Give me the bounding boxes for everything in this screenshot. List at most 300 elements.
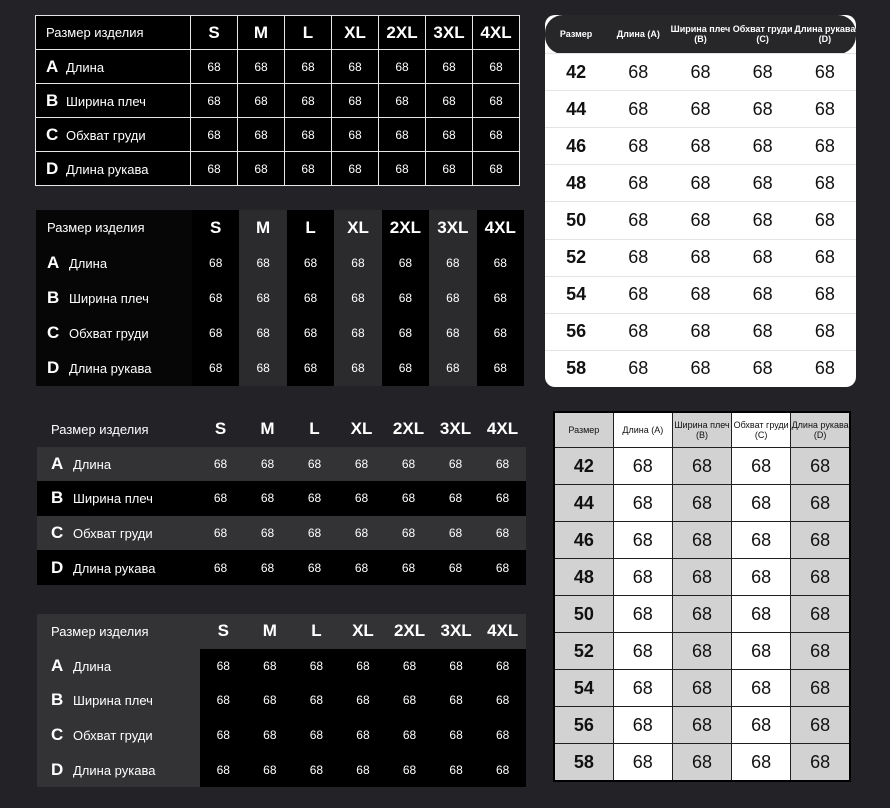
value-cell: 68	[473, 152, 520, 186]
size-row	[545, 165, 856, 202]
size-cell: 44	[545, 91, 607, 128]
size-row	[554, 707, 850, 744]
value-cell: 68	[244, 550, 291, 585]
value-cell: 68	[379, 152, 426, 186]
measure-row	[37, 447, 526, 482]
value-cell: 68	[238, 50, 285, 84]
size-header-3xl: 3XL	[439, 419, 472, 439]
value-cell: 68	[332, 84, 379, 118]
size-cell: 48	[545, 165, 607, 202]
t3-body	[37, 412, 526, 585]
size-cell: 56	[545, 313, 607, 350]
value-cell: 68	[287, 280, 334, 315]
value-cell: 68	[382, 280, 429, 315]
value-cell: 68	[429, 316, 476, 351]
value-cell: 68	[338, 481, 385, 516]
value-cell: 68	[379, 50, 426, 84]
value-cell: 68	[433, 718, 480, 753]
value-cell: 68	[479, 516, 526, 551]
value-cell: 68	[607, 202, 669, 239]
value-cell: 68	[794, 276, 856, 313]
measure-label: Длина	[73, 456, 112, 472]
measure-row	[37, 752, 526, 787]
value-cell: 68	[669, 239, 731, 276]
value-cell: 68	[732, 276, 794, 313]
value-cell: 68	[791, 448, 850, 485]
value-cell: 68	[479, 481, 526, 516]
value-cell: 68	[291, 516, 338, 551]
measure-label-cell	[36, 280, 192, 315]
measure-label-cell	[36, 118, 191, 152]
measure-letter: D	[47, 358, 60, 378]
size-header-xl: XL	[334, 210, 381, 245]
measure-label: Обхват груди	[73, 526, 153, 542]
measure-letter: C	[51, 523, 64, 543]
measure-label: Длина рукава	[73, 762, 156, 778]
value-cell: 68	[732, 522, 791, 559]
value-cell: 68	[607, 239, 669, 276]
size-header-s: S	[191, 16, 238, 50]
value-cell: 68	[669, 350, 731, 387]
measure-label: Длина	[66, 59, 105, 75]
value-cell: 68	[429, 280, 476, 315]
size-header-m: M	[238, 16, 285, 50]
value-cell: 68	[426, 84, 473, 118]
measure-letter: C	[51, 725, 64, 745]
value-cell: 68	[479, 447, 526, 482]
value-cell: 68	[293, 683, 340, 718]
size-cell: 50	[554, 596, 613, 633]
value-cell: 68	[607, 276, 669, 313]
value-cell: 68	[338, 516, 385, 551]
size-header-m: M	[247, 614, 294, 649]
value-cell: 68	[607, 165, 669, 202]
measure-label-cell	[37, 718, 200, 753]
size-header-l: L	[287, 210, 334, 245]
value-cell: 68	[429, 245, 476, 280]
value-cell: 68	[732, 707, 791, 744]
value-cell: 68	[672, 707, 731, 744]
value-cell: 68	[385, 447, 432, 482]
value-cell: 68	[385, 550, 432, 585]
value-cell: 68	[200, 718, 247, 753]
size-header-2xl: 2XL	[392, 419, 425, 439]
value-cell: 68	[244, 481, 291, 516]
value-cell: 68	[197, 550, 244, 585]
value-cell: 68	[613, 559, 672, 596]
value-cell: 68	[794, 350, 856, 387]
column-header: Ширина плеч (B)	[672, 412, 731, 448]
value-cell: 68	[669, 202, 731, 239]
column-header: Длина (А)	[607, 15, 669, 54]
measure-label: Обхват груди	[66, 127, 146, 143]
t1-body	[36, 16, 520, 186]
value-cell: 68	[238, 118, 285, 152]
value-cell: 68	[433, 752, 480, 787]
size-header-s: S	[192, 210, 239, 245]
value-cell: 68	[477, 351, 524, 386]
size-table-grid-style	[35, 15, 520, 186]
value-cell: 68	[386, 649, 433, 684]
size-row	[554, 596, 850, 633]
value-cell: 68	[247, 683, 294, 718]
value-cell: 68	[285, 118, 332, 152]
header-label: Размер изделия	[36, 16, 191, 50]
size-table-row-stripe-style	[37, 412, 526, 585]
measure-label-cell	[36, 84, 191, 118]
value-cell: 68	[238, 152, 285, 186]
value-cell: 68	[732, 744, 791, 782]
size-header-4xl: 4XL	[477, 210, 524, 245]
value-cell: 68	[334, 316, 381, 351]
value-cell: 68	[791, 596, 850, 633]
measure-letter: B	[51, 488, 64, 508]
measure-label-cell	[36, 245, 192, 280]
value-cell: 68	[732, 596, 791, 633]
measure-row	[36, 50, 520, 84]
value-cell: 68	[732, 91, 794, 128]
measure-row	[37, 649, 526, 684]
measure-label: Длина	[73, 658, 112, 674]
value-cell: 68	[479, 649, 526, 684]
value-cell: 68	[334, 245, 381, 280]
value-cell: 68	[732, 165, 794, 202]
value-cell: 68	[732, 202, 794, 239]
value-cell: 68	[191, 118, 238, 152]
measure-row	[36, 152, 520, 186]
header-row	[545, 15, 856, 54]
value-cell: 68	[473, 84, 520, 118]
value-cell: 68	[613, 670, 672, 707]
value-cell: 68	[386, 718, 433, 753]
size-row	[545, 91, 856, 128]
value-cell: 68	[385, 516, 432, 551]
value-cell: 68	[477, 316, 524, 351]
value-cell: 68	[239, 245, 286, 280]
value-cell: 68	[669, 54, 731, 91]
size-row	[554, 670, 850, 707]
value-cell: 68	[386, 683, 433, 718]
value-cell: 68	[379, 118, 426, 152]
value-cell: 68	[285, 152, 332, 186]
value-cell: 68	[479, 718, 526, 753]
size-header-l: L	[285, 16, 332, 50]
measure-label-cell	[36, 50, 191, 84]
size-header-s: S	[214, 419, 227, 439]
value-cell: 68	[432, 447, 479, 482]
measure-row	[37, 481, 526, 516]
measure-letter: D	[51, 759, 64, 779]
value-cell: 68	[287, 316, 334, 351]
size-header-4xl: 4XL	[473, 16, 520, 50]
size-header-s: S	[200, 614, 247, 649]
value-cell: 68	[379, 84, 426, 118]
value-cell: 68	[607, 91, 669, 128]
size-header-4xl: 4XL	[486, 419, 519, 439]
size-header-3xl: 3XL	[429, 210, 476, 245]
t2-body	[36, 210, 524, 386]
value-cell: 68	[285, 50, 332, 84]
numeric-size-table-card-style	[545, 15, 856, 387]
value-cell: 68	[672, 744, 731, 782]
value-cell: 68	[382, 351, 429, 386]
measure-letter: C	[47, 323, 60, 343]
value-cell: 68	[432, 550, 479, 585]
value-cell: 68	[340, 752, 387, 787]
value-cell: 68	[244, 516, 291, 551]
value-cell: 68	[433, 683, 480, 718]
size-cell: 58	[545, 350, 607, 387]
value-cell: 68	[791, 522, 850, 559]
size-cell: 52	[545, 239, 607, 276]
value-cell: 68	[340, 683, 387, 718]
column-header: Длина (А)	[613, 412, 672, 448]
size-row	[545, 239, 856, 276]
size-table-column-stripe-style	[36, 210, 524, 386]
value-cell: 68	[791, 707, 850, 744]
header-row	[37, 412, 526, 447]
measure-letter: B	[47, 287, 60, 307]
value-cell: 68	[200, 649, 247, 684]
value-cell: 68	[669, 276, 731, 313]
measure-label-cell	[37, 550, 197, 585]
value-cell: 68	[239, 316, 286, 351]
value-cell: 68	[794, 165, 856, 202]
measure-label: Длина	[69, 255, 108, 271]
value-cell: 68	[432, 516, 479, 551]
header-row	[37, 614, 526, 649]
measure-label-cell	[36, 152, 191, 186]
header-row	[36, 16, 520, 50]
size-row	[545, 276, 856, 313]
value-cell: 68	[672, 559, 731, 596]
size-cell: 46	[554, 522, 613, 559]
column-header: Обхват груди (С)	[732, 412, 791, 448]
value-cell: 68	[732, 485, 791, 522]
measure-row	[36, 245, 524, 280]
size-cell: 54	[554, 670, 613, 707]
size-header-xl: XL	[350, 419, 373, 439]
value-cell: 68	[794, 91, 856, 128]
measure-row	[37, 516, 526, 551]
value-cell: 68	[247, 718, 294, 753]
value-cell: 68	[672, 448, 731, 485]
value-cell: 68	[338, 550, 385, 585]
value-cell: 68	[247, 649, 294, 684]
size-header-4xl: 4XL	[479, 614, 526, 649]
size-cell: 58	[554, 744, 613, 782]
measure-row	[36, 316, 524, 351]
value-cell: 68	[607, 350, 669, 387]
measure-label-cell	[37, 516, 197, 551]
value-cell: 68	[432, 481, 479, 516]
value-cell: 68	[613, 596, 672, 633]
value-cell: 68	[197, 447, 244, 482]
header-label: Размер изделия	[51, 421, 149, 437]
size-header-l: L	[309, 419, 320, 439]
value-cell: 68	[669, 128, 731, 165]
header-row	[36, 210, 524, 245]
value-cell: 68	[672, 485, 731, 522]
measure-letter: A	[47, 252, 60, 272]
measure-label-cell	[36, 316, 192, 351]
measure-letter: B	[51, 690, 64, 710]
measure-letter: D	[51, 557, 64, 577]
value-cell: 68	[732, 54, 794, 91]
value-cell: 68	[613, 448, 672, 485]
value-cell: 68	[613, 633, 672, 670]
measure-letter: A	[46, 56, 59, 76]
value-cell: 68	[607, 54, 669, 91]
size-row	[554, 744, 850, 782]
value-cell: 68	[332, 50, 379, 84]
value-cell: 68	[382, 316, 429, 351]
value-cell: 68	[732, 670, 791, 707]
measure-row	[36, 118, 520, 152]
value-cell: 68	[732, 128, 794, 165]
value-cell: 68	[607, 128, 669, 165]
value-cell: 68	[669, 91, 731, 128]
value-cell: 68	[239, 280, 286, 315]
value-cell: 68	[192, 280, 239, 315]
size-header-3xl: 3XL	[433, 614, 480, 649]
value-cell: 68	[385, 481, 432, 516]
size-row	[554, 522, 850, 559]
value-cell: 68	[732, 350, 794, 387]
value-cell: 68	[613, 485, 672, 522]
value-cell: 68	[732, 559, 791, 596]
value-cell: 68	[191, 152, 238, 186]
size-row	[545, 202, 856, 239]
size-cell: 52	[554, 633, 613, 670]
value-cell: 68	[791, 670, 850, 707]
column-header: Ширина плеч (B)	[669, 15, 731, 54]
value-cell: 68	[477, 245, 524, 280]
value-cell: 68	[672, 596, 731, 633]
value-cell: 68	[794, 128, 856, 165]
value-cell: 68	[426, 152, 473, 186]
value-cell: 68	[334, 280, 381, 315]
column-header: Размер	[545, 15, 607, 54]
value-cell: 68	[338, 447, 385, 482]
measure-letter: A	[51, 453, 64, 473]
measure-letter: A	[51, 655, 64, 675]
value-cell: 68	[192, 245, 239, 280]
value-cell: 68	[613, 744, 672, 782]
measure-label: Ширина плеч	[73, 491, 153, 507]
header-row	[554, 412, 850, 448]
value-cell: 68	[340, 718, 387, 753]
measure-label-cell	[37, 447, 197, 482]
measure-label: Ширина плеч	[73, 693, 153, 709]
value-cell: 68	[426, 50, 473, 84]
measure-label: Обхват груди	[69, 326, 149, 342]
value-cell: 68	[794, 313, 856, 350]
size-table-label-column-style	[37, 614, 526, 787]
measure-letter: D	[46, 158, 59, 178]
value-cell: 68	[669, 313, 731, 350]
value-cell: 68	[386, 752, 433, 787]
measure-row	[36, 84, 520, 118]
size-header-3xl: 3XL	[426, 16, 473, 50]
size-cell: 56	[554, 707, 613, 744]
numeric-size-card	[545, 15, 856, 387]
measure-label: Ширина плеч	[66, 93, 146, 109]
size-header-m: M	[239, 210, 286, 245]
measure-label-cell	[37, 481, 197, 516]
size-row	[554, 485, 850, 522]
size-row	[545, 350, 856, 387]
measure-label: Длина рукава	[73, 560, 156, 576]
value-cell: 68	[291, 550, 338, 585]
value-cell: 68	[473, 118, 520, 152]
size-header-2xl: 2XL	[382, 210, 429, 245]
value-cell: 68	[794, 202, 856, 239]
measure-label-cell	[36, 351, 192, 386]
value-cell: 68	[285, 84, 332, 118]
value-cell: 68	[291, 447, 338, 482]
measure-label-cell	[37, 683, 200, 718]
size-row	[554, 448, 850, 485]
value-cell: 68	[732, 633, 791, 670]
size-cell: 42	[545, 54, 607, 91]
value-cell: 68	[433, 649, 480, 684]
value-cell: 68	[607, 313, 669, 350]
value-cell: 68	[672, 633, 731, 670]
measure-label: Обхват груди	[73, 728, 153, 744]
value-cell: 68	[332, 118, 379, 152]
size-row	[554, 633, 850, 670]
value-cell: 68	[479, 752, 526, 787]
value-cell: 68	[197, 516, 244, 551]
size-row	[545, 54, 856, 91]
value-cell: 68	[293, 752, 340, 787]
size-row	[554, 559, 850, 596]
value-cell: 68	[200, 683, 247, 718]
measure-label-cell	[37, 752, 200, 787]
value-cell: 68	[732, 313, 794, 350]
value-cell: 68	[426, 118, 473, 152]
value-cell: 68	[238, 84, 285, 118]
measure-row	[37, 550, 526, 585]
r2-body	[554, 412, 850, 781]
value-cell: 68	[672, 670, 731, 707]
value-cell: 68	[791, 633, 850, 670]
value-cell: 68	[479, 550, 526, 585]
value-cell: 68	[382, 245, 429, 280]
measure-label: Длина рукава	[69, 361, 152, 377]
size-row	[545, 128, 856, 165]
value-cell: 68	[287, 351, 334, 386]
size-header-xl: XL	[332, 16, 379, 50]
size-header-xl: XL	[340, 614, 387, 649]
value-cell: 68	[192, 316, 239, 351]
value-cell: 68	[244, 447, 291, 482]
header-label: Размер изделия	[37, 614, 200, 649]
numeric-size-table-grid-style	[553, 411, 851, 782]
column-header: Размер	[554, 412, 613, 448]
value-cell: 68	[473, 50, 520, 84]
size-cell: 44	[554, 485, 613, 522]
size-header-2xl: 2XL	[379, 16, 426, 50]
value-cell: 68	[191, 50, 238, 84]
value-cell: 68	[191, 84, 238, 118]
value-cell: 68	[247, 752, 294, 787]
measure-row	[36, 280, 524, 315]
value-cell: 68	[332, 152, 379, 186]
value-cell: 68	[669, 165, 731, 202]
value-cell: 68	[613, 707, 672, 744]
